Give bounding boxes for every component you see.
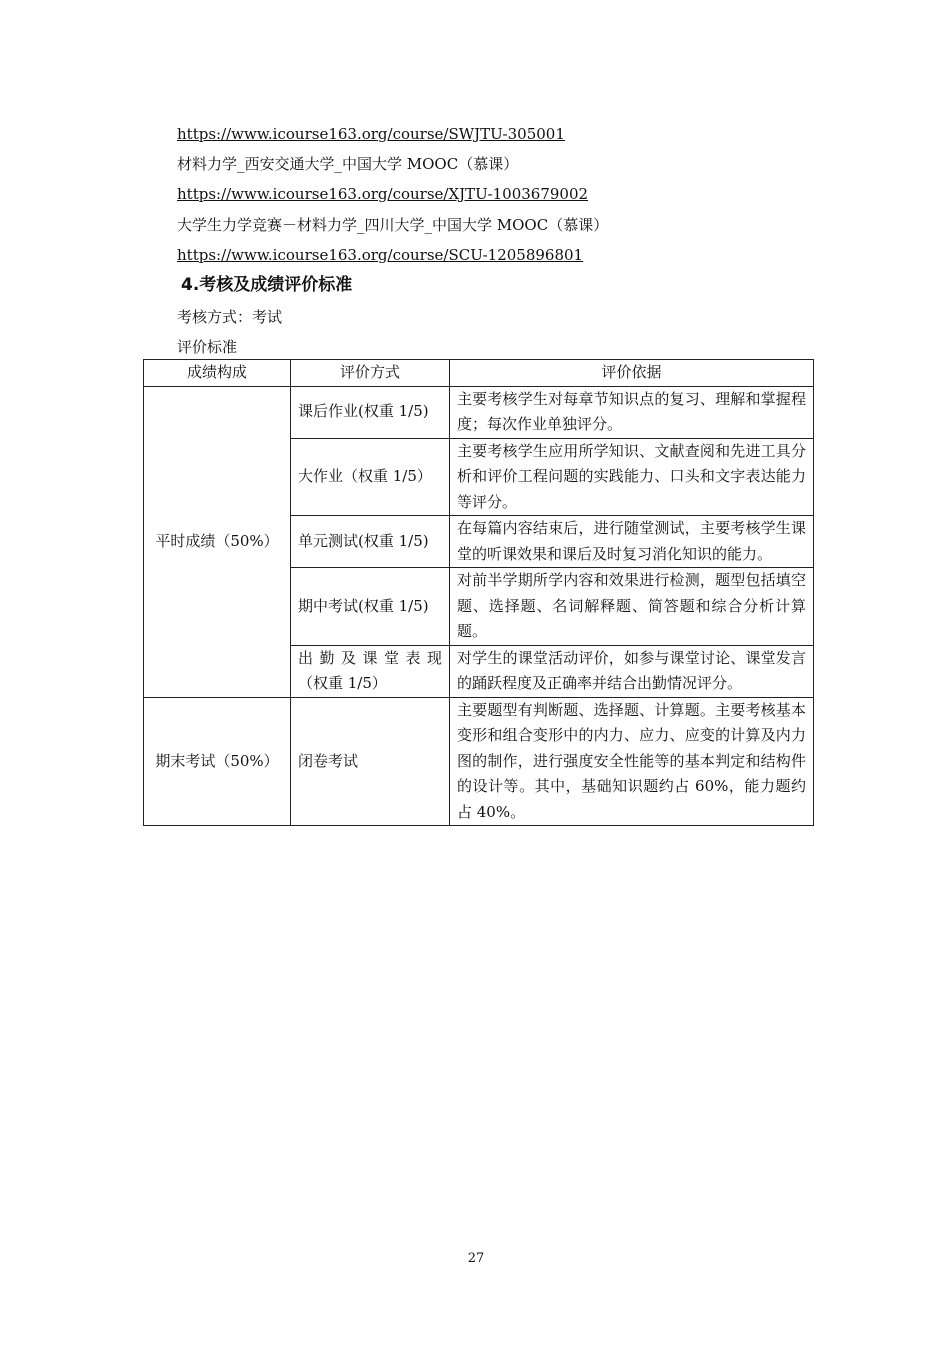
course-title-scu: 大学生力学竞赛－材料力学_四川大学_中国大学 MOOC（慕课） xyxy=(177,216,609,234)
method-cell: 期中考试(权重 1/5) xyxy=(291,568,450,646)
course-link-xjtu[interactable]: https://www.icourse163.org/course/XJTU-1003679002 xyxy=(177,185,589,203)
basis-cell: 主要题型有判断题、选择题、计算题。主要考核基本变形和组合变形中的内力、应力、应变的计算及内力图的制作，进行强度安全性能等的基本判定和结构件的设计等。其中，基础知识题约占 60%，能力题约占 40%。 xyxy=(450,697,814,826)
exam-method: 考核方式：考试 xyxy=(177,308,283,326)
page-number: 27 xyxy=(467,1251,485,1266)
component-cell: 期末考试（50%） xyxy=(144,697,291,826)
method-cell: 大作业（权重 1/5） xyxy=(291,438,450,516)
component-cell: 平时成绩（50%） xyxy=(144,386,291,697)
section-heading: 4.考核及成绩评价标准 xyxy=(181,275,353,295)
header-basis: 评价依据 xyxy=(450,360,814,387)
basis-cell: 主要考核学生对每章节知识点的复习、理解和掌握程度；每次作业单独评分。 xyxy=(450,386,814,438)
table-header-row xyxy=(144,360,814,387)
table-row xyxy=(144,697,814,826)
table-row xyxy=(144,386,814,438)
basis-cell: 对学生的课堂活动评价，如参与课堂讨论、课堂发言的踊跃程度及正确率并结合出勤情况评分。 xyxy=(450,645,814,697)
method-cell xyxy=(291,645,450,697)
course-link-swjtu[interactable]: https://www.icourse163.org/course/SWJTU-305001 xyxy=(177,125,565,143)
criteria-label: 评价标准 xyxy=(177,338,238,356)
grading-table xyxy=(143,359,814,826)
basis-cell: 对前半学期所学内容和效果进行检测，题型包括填空题、选择题、名词解释题、简答题和综合分析计算题。 xyxy=(450,568,814,646)
method-cell: 闭卷考试 xyxy=(291,697,450,826)
method-line-2: （权重 1/5） xyxy=(298,674,387,692)
header-component: 成绩构成 xyxy=(144,360,291,387)
method-cell: 课后作业(权重 1/5) xyxy=(291,386,450,438)
basis-cell: 在每篇内容结束后，进行随堂测试，主要考核学生课堂的听课效果和课后及时复习消化知识的能力。 xyxy=(450,516,814,568)
header-method: 评价方式 xyxy=(291,360,450,387)
method-cell: 单元测试(权重 1/5) xyxy=(291,516,450,568)
course-title-xjtu: 材料力学_西安交通大学_中国大学 MOOC（慕课） xyxy=(177,155,519,173)
course-link-scu[interactable]: https://www.icourse163.org/course/SCU-1205896801 xyxy=(177,246,584,264)
method-line-1: 出勤及课堂表现 xyxy=(298,648,442,667)
basis-cell: 主要考核学生应用所学知识、文献查阅和先进工具分析和评价工程问题的实践能力、口头和文字表达能力等评分。 xyxy=(450,438,814,516)
